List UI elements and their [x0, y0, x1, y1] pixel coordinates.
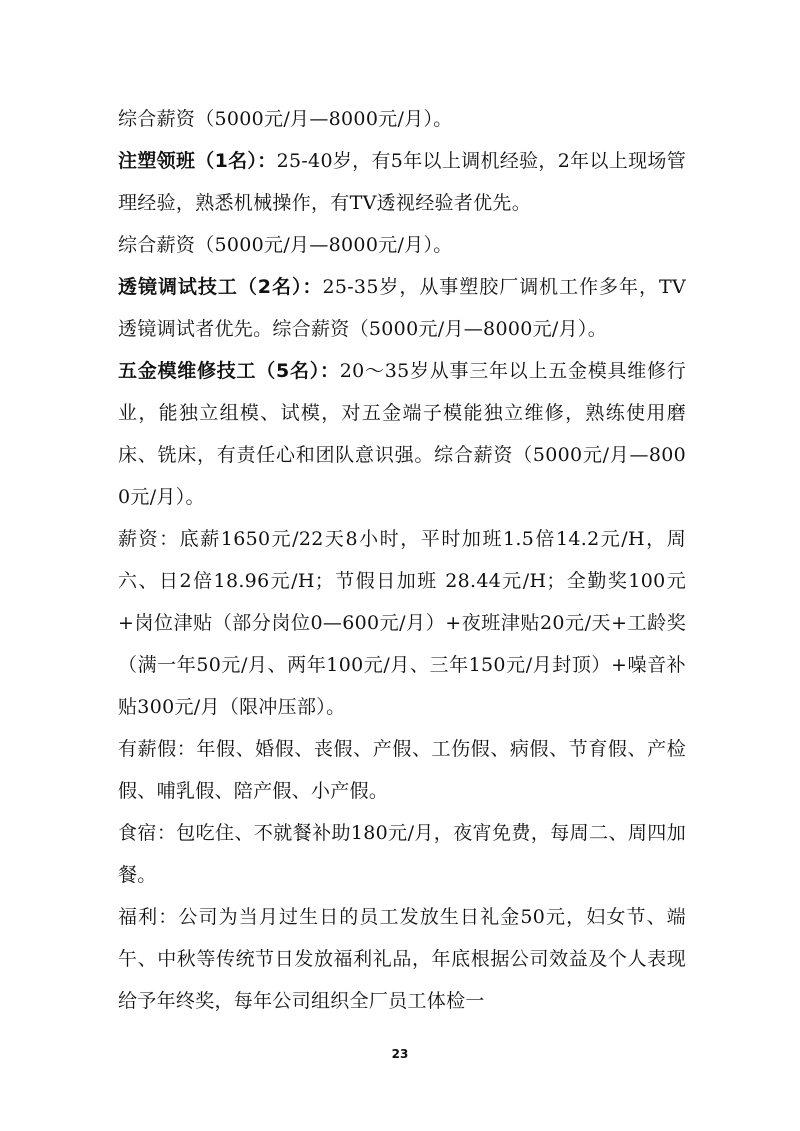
paragraph-paid-leave	[118, 728, 686, 812]
job-title-hardware-mold-technician: 五金模维修技工（5名）：	[118, 360, 340, 382]
paragraph-text: 食宿：包吃住、不就餐补助180元/月，夜宵免费，每周二、周四加餐。	[118, 822, 686, 886]
paragraph-lens-technician	[118, 266, 686, 350]
paragraph-injection-foreman-salary	[118, 224, 686, 266]
paragraph-benefits	[118, 896, 686, 1022]
paragraph-injection-foreman	[118, 140, 686, 224]
paragraph-text: 有薪假：年假、婚假、丧假、产假、工伤假、病假、节育假、产检假、哺乳假、陪产假、小产假。	[118, 738, 686, 802]
paragraph-text: 25-35岁，从事塑胶厂调机工作多年，TV透镜调试者优先。综合薪资（5000元/月—8000元/月）。	[118, 276, 687, 340]
job-title-injection-foreman: 注塑领班（1名）：	[118, 150, 277, 172]
paragraph-text: 20～35岁从事三年以上五金模具维修行业，能独立组模、试模，对五金端子模能独立维修，熟练使用磨床、铣床，有责任心和团队意识强。综合薪资（5000元/月—8000元/月）。	[118, 360, 686, 508]
paragraph-board-lodging	[118, 812, 686, 896]
paragraph-text: 薪资：底薪1650元/22天8小时，平时加班1.5倍14.2元/H，周六、日2倍18.96元/H；节假日加班 28.44元/H；全勤奖100元+岗位津贴（部分岗位0—600元/月）+夜班津贴20元/天+工龄奖（满一年50元/月、两年100元/月、三年150元/月封顶）+噪音补贴300元/月（限冲压部）。	[118, 528, 686, 718]
paragraph-text: 25-40岁，有5年以上调机经验，2年以上现场管理经验，熟悉机械操作，有TV透视经验者优先。	[118, 150, 686, 214]
paragraph-hardware-mold-technician	[118, 350, 686, 518]
paragraph-text: 福利：公司为当月过生日的员工发放生日礼金50元，妇女节、端午、中秋等传统节日发放福利礼品，年底根据公司效益及个人表现给予年终奖，每年公司组织全厂员工体检一	[118, 906, 686, 1012]
paragraph-salary-details	[118, 518, 686, 728]
paragraph-salary-continued	[118, 98, 686, 140]
job-title-lens-technician: 透镜调试技工（2名）：	[118, 276, 323, 298]
paragraph-text: 综合薪资（5000元/月—8000元/月）。	[118, 108, 453, 130]
paragraph-text: 综合薪资（5000元/月—8000元/月）。	[118, 234, 453, 256]
document-body	[118, 98, 686, 1022]
page-number: 23	[391, 1047, 409, 1061]
